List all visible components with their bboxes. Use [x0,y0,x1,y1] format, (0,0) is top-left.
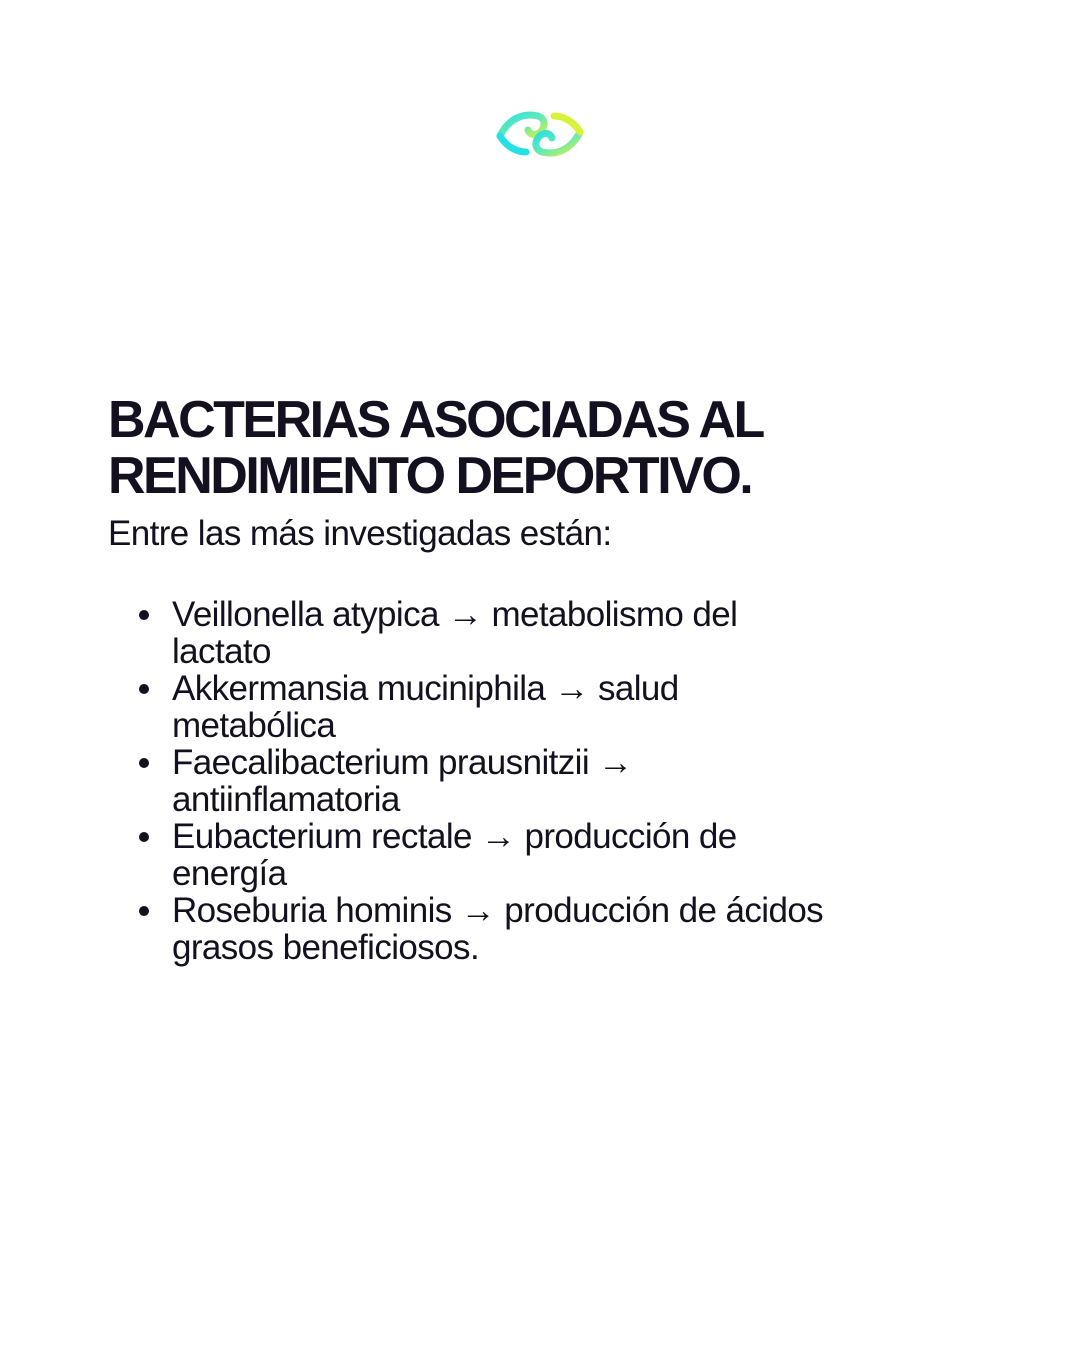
list-item [172,744,968,818]
item-line: Veillonella atypica → metabolismo del [172,595,738,634]
bullet-dot-icon [139,758,149,768]
bullet-dot-icon [139,610,149,620]
list-item [172,670,968,744]
list-item [172,892,968,966]
item-line: lactato [172,632,271,671]
item-line: metabólica [172,706,336,745]
intro-text: Entre las más investigadas están: [108,514,612,553]
item-line: antiinflamatoria [172,780,400,819]
list-item [172,596,968,670]
slide-title [108,392,968,504]
bullet-dot-icon [139,684,149,694]
slide-content [108,392,968,966]
list-item [172,818,968,892]
item-line: Faecalibacterium prausnitzii → [172,743,633,782]
item-line: grasos beneficiosos. [172,928,480,967]
item-line: Roseburia hominis → producción de ácidos [172,891,824,930]
item-line: Akkermansia muciniphila → salud [172,669,679,708]
bullet-dot-icon [139,832,149,842]
title-line: BACTERIAS ASOCIADAS AL [108,391,763,449]
bullet-dot-icon [139,906,149,916]
leaf-swirl-logo-icon [496,106,584,162]
bacteria-list [108,596,968,966]
item-line: Eubacterium rectale → producción de [172,817,737,856]
title-line: RENDIMIENTO DEPORTIVO. [108,447,752,505]
item-line: energía [172,854,287,893]
